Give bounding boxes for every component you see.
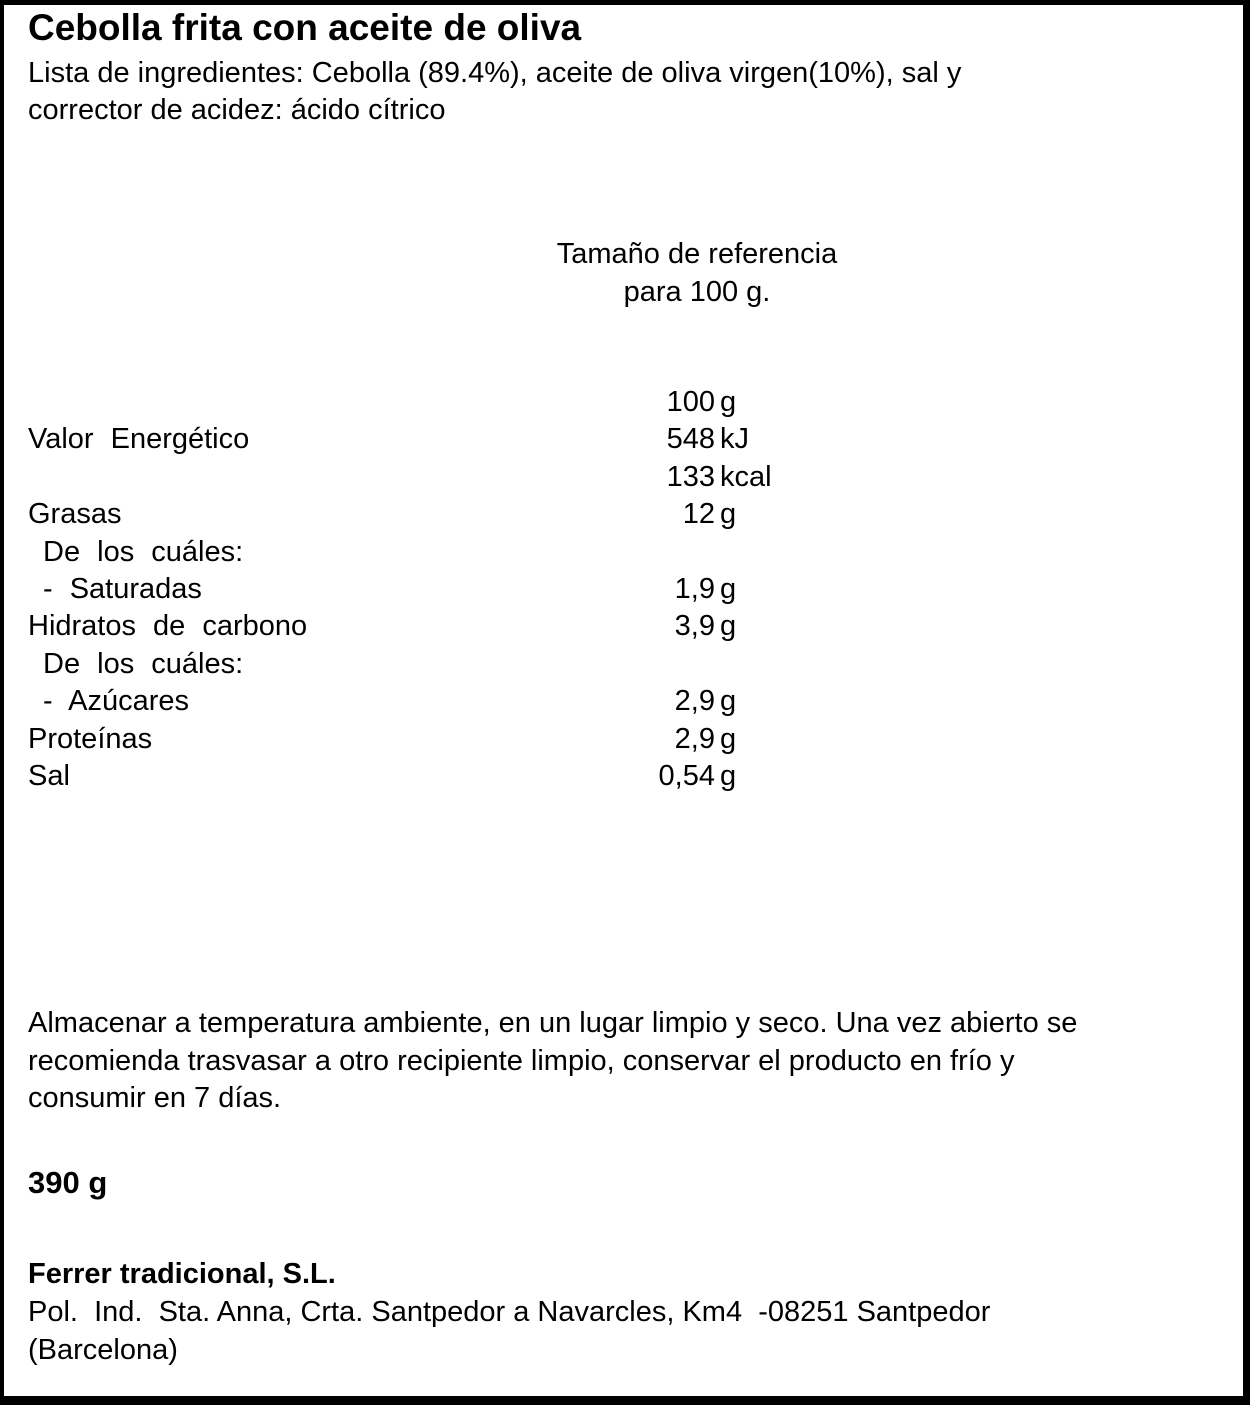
net-weight: 390 g xyxy=(28,1165,108,1200)
nutrition-label: Valor Energético xyxy=(28,423,250,456)
nutrition-row-carbohydrate xyxy=(28,608,928,645)
nutrition-label: De los cuáles: xyxy=(43,647,244,680)
nutrition-unit: g xyxy=(720,722,737,755)
nutrition-row-saturates xyxy=(28,571,928,608)
nutrition-row-protein xyxy=(28,721,928,758)
nutrition-row-of-which xyxy=(28,534,928,571)
nutrition-unit: g xyxy=(720,685,737,718)
storage-line: recomienda trasvasar a otro recipiente limpio, conservar el producto en frío y xyxy=(28,1044,1015,1077)
nutrition-unit: g xyxy=(720,572,737,605)
nutrition-unit xyxy=(715,534,928,571)
manufacturer-address-line: Pol. Ind. Sta. Anna, Crta. Santpedor a Navarcles, Km4 -08251 Santpedor xyxy=(28,1296,991,1328)
storage-line: Almacenar a temperatura ambiente, en un lugar limpio y seco. Una vez abierto se xyxy=(28,1007,1078,1039)
storage-instructions xyxy=(28,1005,1218,1118)
nutrition-label: Hidratos de carbono xyxy=(28,610,308,643)
nutrition-value: 2,9 xyxy=(674,685,715,718)
nutrition-value: 3,9 xyxy=(674,610,715,643)
nutrition-value xyxy=(620,534,715,571)
nutrition-value: 12 xyxy=(682,498,715,531)
storage-line: consumir en 7 días. xyxy=(28,1082,282,1114)
nutrition-label xyxy=(28,459,620,496)
nutrition-unit xyxy=(715,646,928,683)
nutrition-unit: g xyxy=(720,759,737,792)
nutrition-label: Grasas xyxy=(28,498,122,531)
manufacturer-info xyxy=(28,1255,1218,1369)
nutrition-value: 100 xyxy=(666,386,715,418)
reference-size-header xyxy=(447,235,947,311)
ingredients-line: Lista de ingredientes: Cebolla (89.4%), aceite de oliva virgen(10%), sal y xyxy=(28,57,962,89)
nutrition-unit: kcal xyxy=(720,460,772,493)
nutrition-row-salt xyxy=(28,758,928,795)
nutrition-value: 133 xyxy=(666,460,715,493)
nutrition-value xyxy=(620,646,715,683)
nutrition-label: Proteínas xyxy=(28,722,153,755)
reference-size-line: Tamaño de referencia xyxy=(556,238,838,270)
nutrition-label xyxy=(28,384,620,421)
reference-size-line: para 100 g. xyxy=(623,276,771,308)
nutrition-label: Sal xyxy=(28,759,70,792)
nutrition-label: - Saturadas xyxy=(43,572,202,605)
nutrition-row-sugars xyxy=(28,683,928,720)
nutrition-unit: kJ xyxy=(720,423,749,456)
nutrition-row-column-header xyxy=(28,384,928,421)
ingredients-line: corrector de acidez: ácido cítrico xyxy=(28,94,446,126)
nutrition-value: 548 xyxy=(666,423,715,456)
nutrition-value: 2,9 xyxy=(674,722,715,755)
nutrition-row-energy-kcal xyxy=(28,459,928,496)
nutrition-table xyxy=(28,384,928,795)
nutrition-label: - Azúcares xyxy=(43,685,189,718)
manufacturer-address-line: (Barcelona) xyxy=(28,1334,178,1366)
nutrition-value: 0,54 xyxy=(658,759,715,792)
product-title: Cebolla frita con aceite de oliva xyxy=(28,7,582,48)
nutrition-label: De los cuáles: xyxy=(43,535,244,568)
nutrition-unit: g xyxy=(720,386,737,418)
nutrition-value: 1,9 xyxy=(674,572,715,605)
nutrition-unit: g xyxy=(720,610,737,643)
nutrition-unit: g xyxy=(720,498,737,531)
nutrition-row-fat xyxy=(28,496,928,533)
ingredients-text xyxy=(28,55,961,129)
nutrition-row-energy-kj xyxy=(28,421,928,458)
manufacturer-name: Ferrer tradicional, S.L. xyxy=(28,1258,336,1290)
nutrition-row-of-which xyxy=(28,646,928,683)
